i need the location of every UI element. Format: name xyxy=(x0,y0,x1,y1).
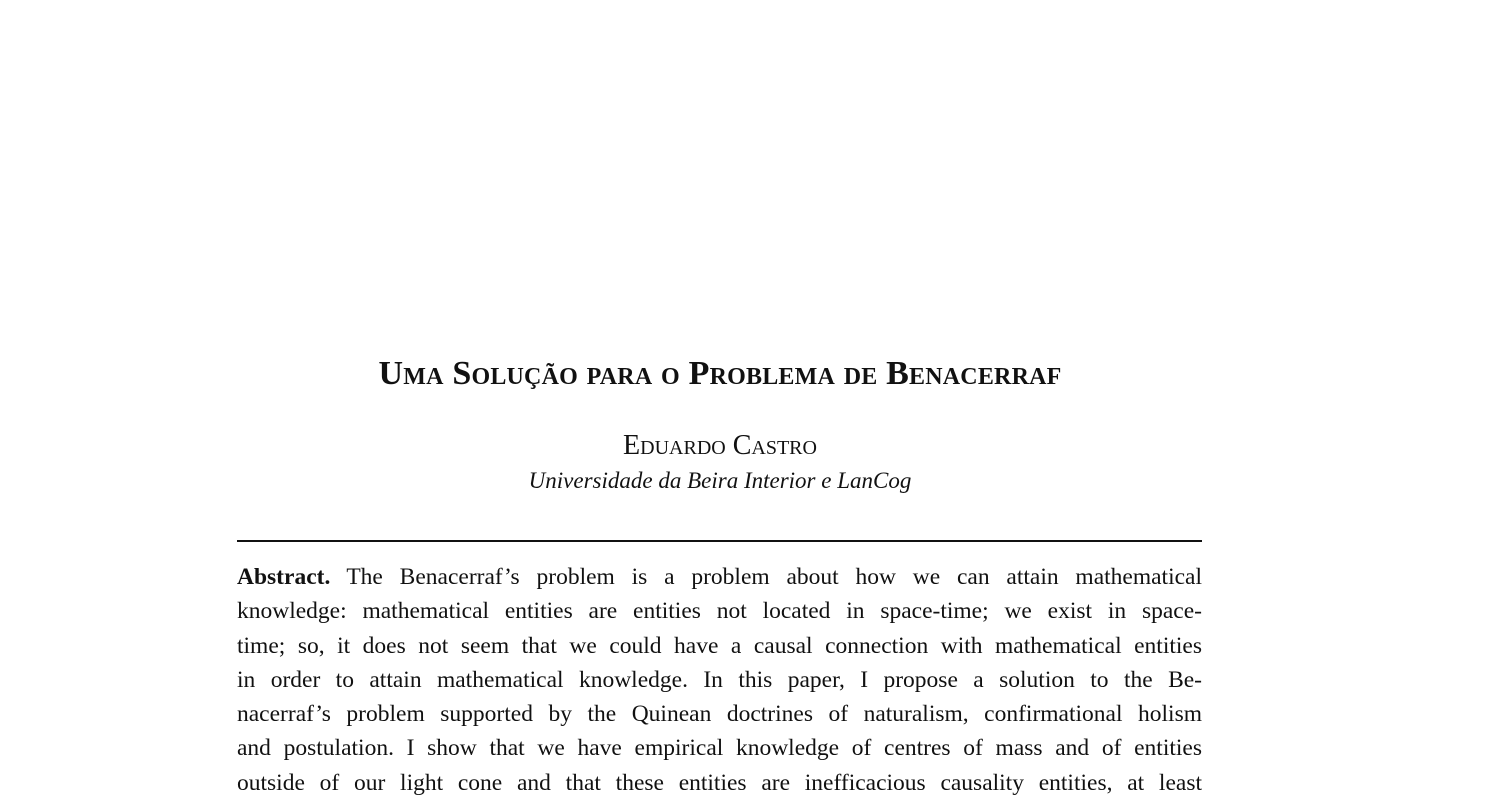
author-name: Eduardo Castro xyxy=(623,430,817,461)
abstract-line: time; so, it does not seem that we could have a causal connection with mathematical entities xyxy=(237,632,1202,659)
abstract-line: in order to attain mathematical knowledge. In this paper, I propose a solution to the Be- xyxy=(237,666,1202,693)
abstract-line: knowledge: mathematical entities are entities not located in space-time; we exist in space- xyxy=(237,598,1202,625)
abstract-line: outside of our light cone and that these entities are inefficacious causality entities, at least xyxy=(237,769,1202,796)
abstract xyxy=(237,560,1202,800)
abstract-line-text: The Benacerraf’s problem is a problem about how we can attain mathematical xyxy=(346,564,1202,590)
horizontal-rule xyxy=(237,540,1202,542)
author-affiliation: Universidade da Beira Interior e LanCog xyxy=(528,468,912,493)
abstract-line: nacerraf’s problem supported by the Quinean doctrines of naturalism, confirmational holism xyxy=(237,701,1202,728)
abstract-line xyxy=(237,560,1202,594)
paper-title: Uma Solução para o Problema de Benacerraf xyxy=(378,355,1062,392)
abstract-label: Abstract. xyxy=(237,564,331,590)
abstract-line: and postulation. I show that we have empirical knowledge of centres of mass and of entities xyxy=(237,735,1202,762)
